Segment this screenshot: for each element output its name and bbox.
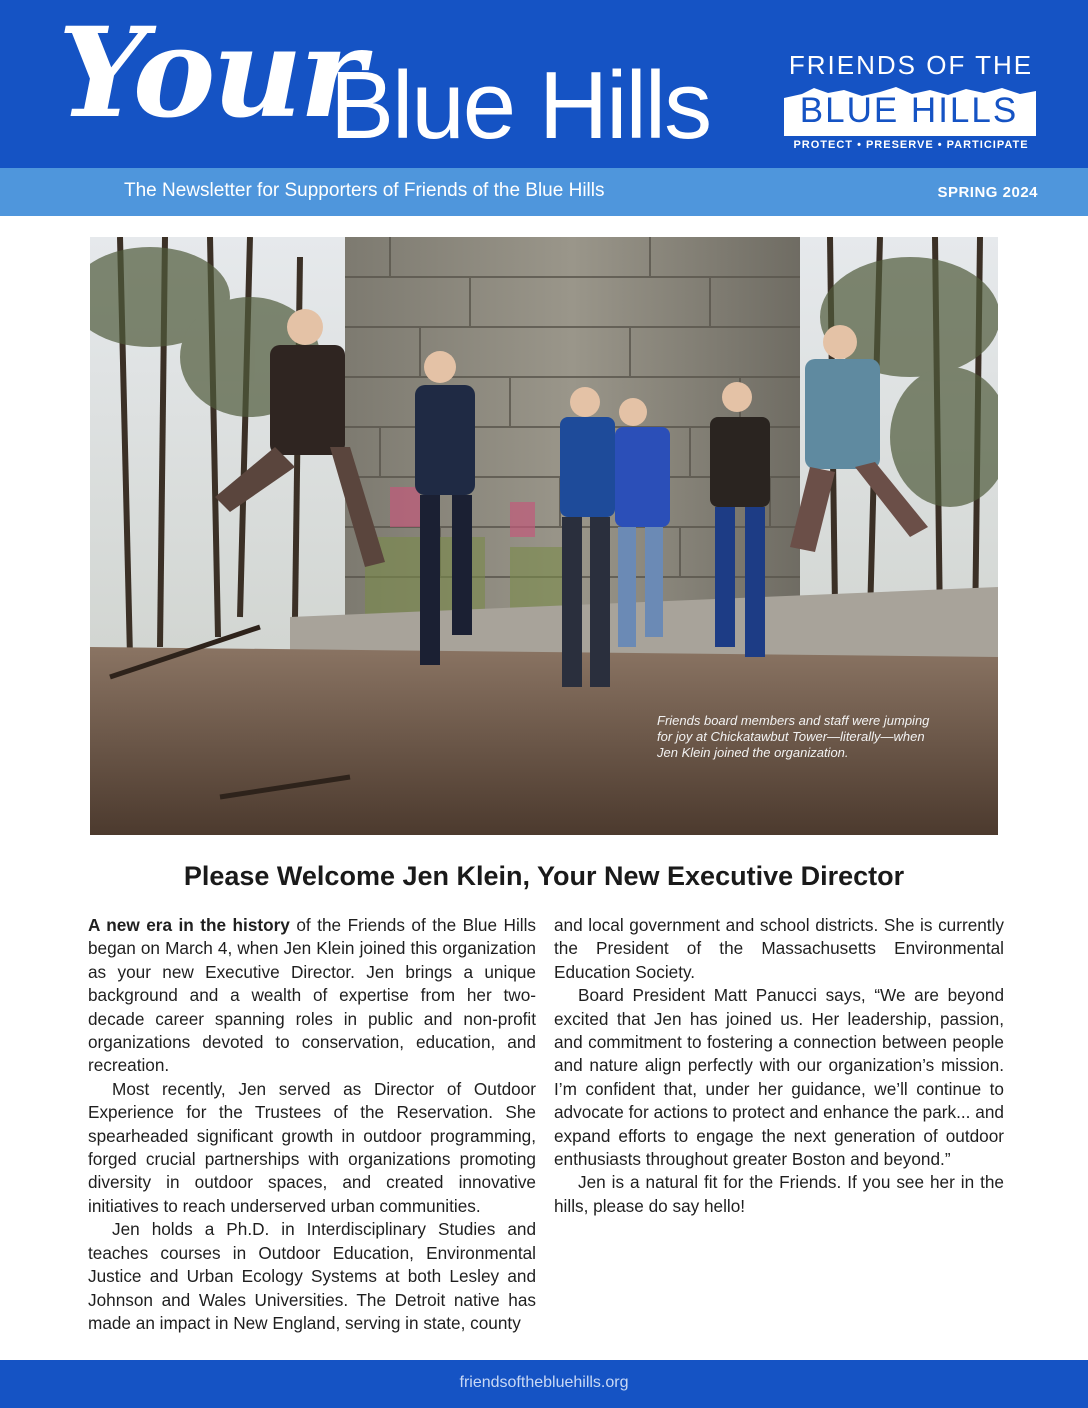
friends-logo[interactable] bbox=[780, 44, 1042, 156]
article-paragraph-text: of the Friends of the Blue Hills began on March 4, when Jen Klein joined this organization as your new Executive Director. Jen brings a unique background and a wealth of expertise from her two-decade career spanning roles in public and non-profit organizations devoted to conservation, education, and recreation. bbox=[88, 915, 536, 1076]
masthead bbox=[0, 0, 1088, 201]
article-paragraph bbox=[88, 914, 536, 1078]
logo-top-text: FRIENDS OF THE bbox=[788, 50, 1034, 80]
article-paragraph: Jen holds a Ph.D. in Interdisciplinary Studies and teaches courses in Outdoor Education, Environmental Justice and Urban Ecology Systems at both Lesley and Johnson and Wales Universities. The Detroit native has made an impact in New England, serving in state, county bbox=[88, 1219, 536, 1333]
issue-date: SPRING 2024 bbox=[937, 184, 1038, 201]
logo-main-text: BLUE HILLS bbox=[799, 91, 1019, 130]
article-paragraph: Jen is a natural fit for the Friends. If you see her in the hills, please do say hello! bbox=[554, 1172, 1004, 1216]
article-paragraph-continued: and local government and school districts. She is currently the President of the Massachusetts Environmental Education Society. bbox=[554, 915, 1004, 982]
logo-tagline: PROTECT • PRESERVE • PARTICIPATE bbox=[793, 139, 1029, 151]
footer bbox=[0, 1360, 1088, 1408]
article-column-right bbox=[554, 914, 1004, 1218]
article-headline: Please Welcome Jen Klein, Your New Executive Director bbox=[183, 861, 905, 891]
newsletter-subtitle: The Newsletter for Supporters of Friends of the Blue Hills bbox=[124, 180, 605, 201]
subtitle-bar bbox=[0, 168, 1088, 216]
feature-photo bbox=[90, 237, 998, 835]
photo-caption: Friends board members and staff were jumping for joy at Chickatawbut Tower—literally—when Jen Klein joined the organization. bbox=[657, 713, 930, 760]
article-column-left bbox=[88, 914, 536, 1335]
article-paragraph: Board President Matt Panucci says, “We are beyond excited that Jen has joined us. Her leadership, passion, and commitment to fostering a connection between people and nature align perfectly with our organization’s mission. I’m confident that, under her guidance, we’ll continue to advocate for actions to protect and enhance the park... and expand efforts to engage the next generation of outdoor enthusiasts throughout greater Boston and beyond.” bbox=[554, 985, 1004, 1170]
website-link[interactable]: friendsofthebluehills.org bbox=[459, 1374, 629, 1391]
title-script: Your bbox=[58, 1, 362, 146]
article-lead-in: A new era in the history bbox=[88, 915, 290, 935]
article-paragraph: Most recently, Jen served as Director of Outdoor Experience for the Trustees of the Reservation. She spearheaded significant growth in outdoor programming, forged crucial partnerships with organizations promoting diversity in outdoor spaces, and created innovative initiatives to reach underserved urban communities. bbox=[88, 1078, 536, 1216]
title-main: Blue Hills bbox=[330, 52, 711, 159]
